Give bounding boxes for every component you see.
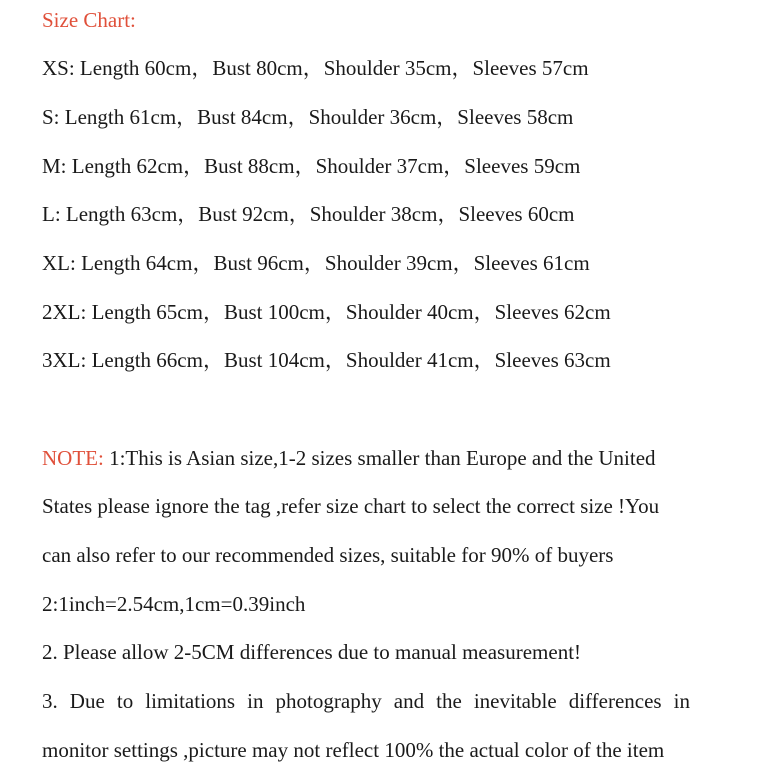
note-line-3: can also refer to our recommended sizes, suitable for 90% of buyers: [42, 543, 614, 567]
note-line-7: monitor settings ,picture may not reflect 100% the actual color of the item: [42, 738, 665, 762]
size-row-xl: XL: Length 64cm，Bust 96cm，Shoulder 39cm，Sleeves 61cm: [42, 251, 590, 275]
size-row-l: L: Length 63cm，Bust 92cm，Shoulder 38cm，Sleeves 60cm: [42, 202, 575, 226]
size-chart-title: Size Chart:: [42, 8, 136, 32]
note-line-2: States please ignore the tag ,refer size chart to select the correct size !You: [42, 494, 660, 518]
size-row-xs: XS: Length 60cm，Bust 80cm，Shoulder 35cm，Sleeves 57cm: [42, 56, 589, 80]
note-line-4: 2:1inch=2.54cm,1cm=0.39inch: [42, 592, 306, 616]
size-row-s: S: Length 61cm，Bust 84cm，Shoulder 36cm，Sleeves 58cm: [42, 105, 574, 129]
note-line-5: 2. Please allow 2-5CM differences due to manual measurement!: [42, 640, 582, 664]
note-line-6: 3. Due to limitations in photography and the inevitable differences in: [42, 689, 690, 713]
size-row-3xl: 3XL: Length 66cm，Bust 104cm，Shoulder 41cm，Sleeves 63cm: [42, 348, 611, 372]
size-row-m: M: Length 62cm，Bust 88cm，Shoulder 37cm，Sleeves 59cm: [42, 154, 581, 178]
note-line-1: [42, 444, 656, 472]
note-label: NOTE:: [42, 446, 104, 470]
size-row-2xl: 2XL: Length 65cm，Bust 100cm，Shoulder 40cm，Sleeves 62cm: [42, 300, 611, 324]
note-text-1: 1:This is Asian size,1-2 sizes smaller than Europe and the United: [103, 446, 656, 470]
